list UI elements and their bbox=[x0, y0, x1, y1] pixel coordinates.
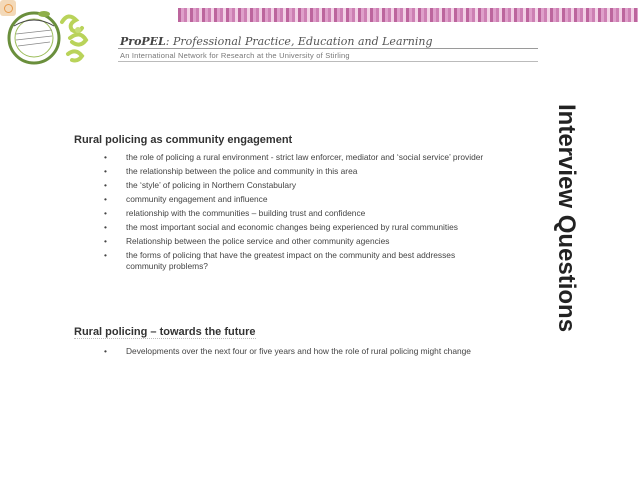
header-rule-bottom bbox=[118, 61, 538, 62]
brand-title bbox=[120, 35, 433, 48]
list-item: • relationship with the communities – building trust and confidence bbox=[0, 208, 496, 219]
brand-tagline: : Professional Practice, Education and Learning bbox=[165, 35, 433, 48]
list-item: • Relationship between the police service and other community agencies bbox=[0, 236, 496, 247]
engagement-bullet-list bbox=[0, 152, 496, 275]
slide-title: Interview Questions bbox=[553, 104, 580, 333]
decorative-stripes bbox=[178, 8, 638, 22]
future-bullet-list bbox=[0, 346, 496, 360]
section-title-future: Rural policing – towards the future bbox=[74, 326, 256, 338]
header-banner bbox=[0, 0, 638, 80]
list-item: • the relationship between the police and community in this area bbox=[0, 166, 496, 177]
list-item: • the most important social and economic changes being experienced by rural communities bbox=[0, 222, 496, 233]
brand-name: ProPEL bbox=[120, 35, 166, 48]
section-title-engagement: Rural policing as community engagement bbox=[74, 134, 293, 146]
slide-title-vertical bbox=[548, 104, 584, 404]
list-item: • community engagement and influence bbox=[0, 194, 496, 205]
brand-subtitle: An International Network for Research at the University of Stirling bbox=[120, 51, 350, 60]
list-item: • the forms of policing that have the greatest impact on the community and best addresses community problems? bbox=[0, 250, 496, 272]
list-item: • the role of policing a rural environment - strict law enforcer, mediator and ‘social service’ provider bbox=[0, 152, 496, 163]
list-item: • Developments over the next four or five years and how the role of rural policing might change bbox=[0, 346, 496, 357]
header-rule-top bbox=[118, 48, 538, 49]
propel-logo-icon bbox=[4, 4, 122, 70]
list-item: • the ‘style’ of policing in Northern Constabulary bbox=[0, 180, 496, 191]
